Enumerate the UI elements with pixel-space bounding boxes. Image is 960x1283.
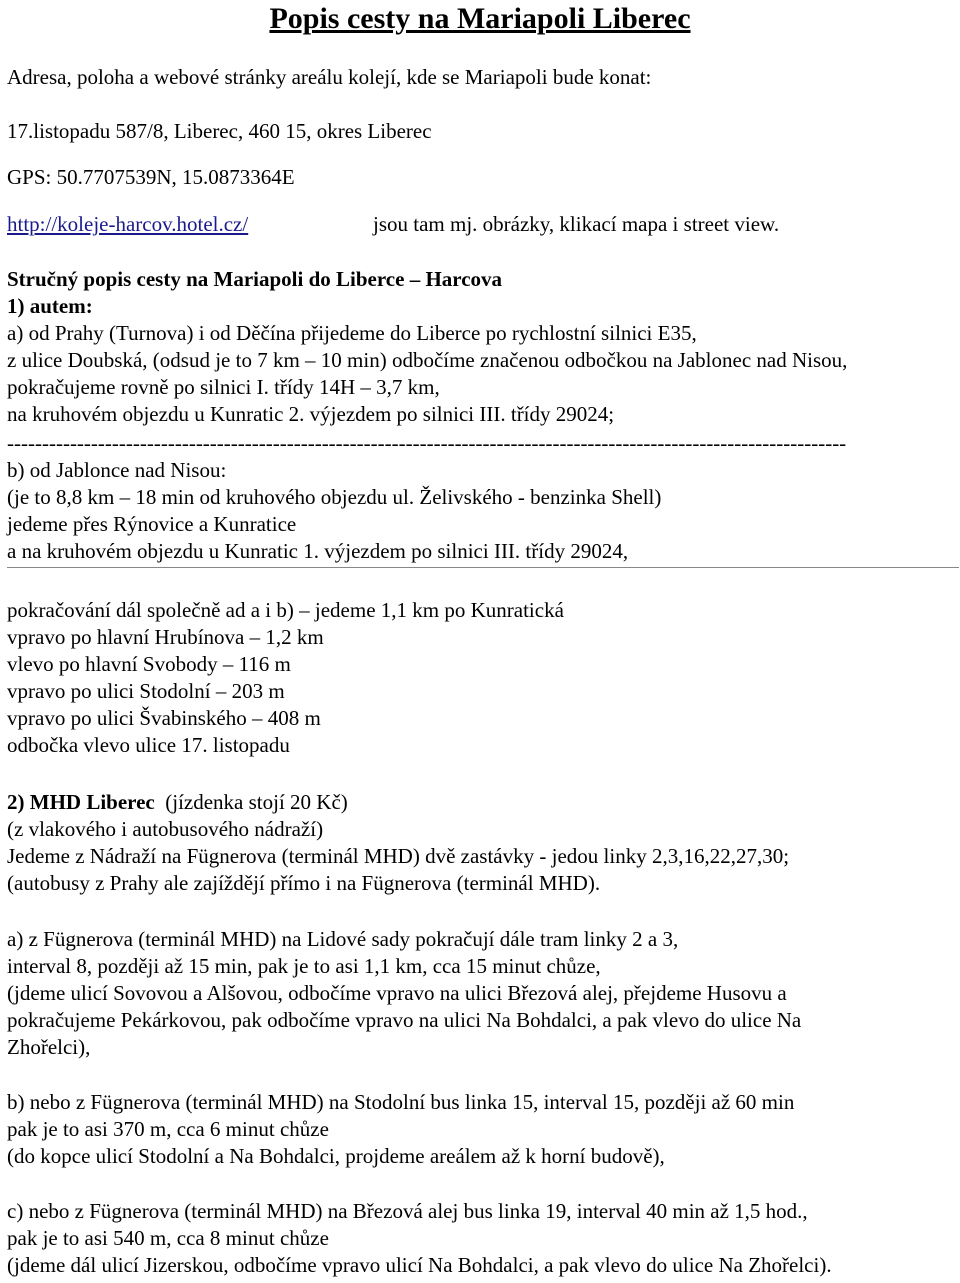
mhd-b-line: (do kopce ulicí Stodolní a Na Bohdalci, projdeme areálem až k horní budově), [7, 1144, 665, 1168]
car-a-line: pokračujeme rovně po silnici I. třídy 14H – 3,7 km, [7, 375, 440, 399]
car-b-line: jedeme přes Rýnovice a Kunratice [7, 512, 297, 536]
car-a-line: na kruhovém objezdu u Kunratic 2. výjezdem po silnici III. třídy 29024; [7, 402, 615, 426]
mhd-c-line: c) nebo z Fügnerova (terminál MHD) na Březová alej bus linka 19, interval 40 min až 1,5 hod., [7, 1199, 808, 1223]
mhd-b-line: pak je to asi 370 m, cca 6 minut chůze [7, 1117, 329, 1141]
mhd-heading-rest: (jízdenka stojí 20 Kč) [154, 790, 348, 814]
mhd-c-line: (jdeme dál ulicí Jizerskou, odbočíme vpravo ulicí Na Bohdalci, a pak vlevo do ulice Na Zhořelci). [7, 1253, 832, 1277]
mhd-a-line: interval 8, později až 15 min, pak je to asi 1,1 km, cca 15 minut chůze, [7, 954, 601, 978]
mhd-c-line: pak je to asi 540 m, cca 8 minut chůze [7, 1226, 329, 1250]
address-heading: Adresa, poloha a webové stránky areálu kolejí, kde se Mariapoli bude konat: [7, 65, 652, 89]
mhd-intro-line: (z vlakového i autobusového nádraží) [7, 817, 324, 841]
continue-line: pokračování dál společně ad a i b) – jedeme 1,1 km po Kunratická [7, 598, 564, 622]
mhd-heading-bold: 2) MHD Liberec [7, 790, 155, 814]
mhd-heading [7, 789, 348, 815]
website-link[interactable]: http://koleje-harcov.hotel.cz/ [7, 212, 249, 236]
car-b-line: (je to 8,8 km – 18 min od kruhového objezdu ul. Želivského - benzinka Shell) [7, 485, 662, 509]
mhd-b-line: b) nebo z Fügnerova (terminál MHD) na Stodolní bus linka 15, interval 15, později až 60 min [7, 1090, 795, 1114]
address: 17.listopadu 587/8, Liberec, 460 15, okres Liberec [7, 119, 432, 143]
continue-line: vpravo po ulici Stodolní – 203 m [7, 679, 285, 703]
continue-line: vpravo po ulici Švabinského – 408 m [7, 706, 321, 730]
car-a-line: a) od Prahy (Turnova) i od Děčína přijedeme do Liberce po rychlostní silnici E35, [7, 321, 697, 345]
page-title: Popis cesty na Mariapoli Liberec [269, 2, 691, 35]
continue-line: odbočka vlevo ulice 17. listopadu [7, 733, 290, 757]
continue-line: vpravo po hlavní Hrubínova – 1,2 km [7, 625, 324, 649]
dashed-separator: ------------------------------------------------------------------------------------------------------------------------ [7, 431, 847, 455]
mhd-a-line: a) z Fügnerova (terminál MHD) na Lidové sady pokračují dále tram linky 2 a 3, [7, 927, 679, 951]
route-heading: Stručný popis cesty na Mariapoli do Liberce – Harcova [7, 267, 503, 291]
mhd-intro-line: (autobusy z Prahy ale zajíždějí přímo i na Fügnerova (terminál MHD). [7, 871, 601, 895]
car-b-line: a na kruhovém objezdu u Kunratic 1. výjezdem po silnici III. třídy 29024, [7, 539, 629, 563]
mhd-a-line: Zhořelci), [7, 1035, 91, 1059]
car-a-line: z ulice Doubská, (odsud je to 7 km – 10 min) odbočíme značenou odbočkou na Jablonec nad Nisou, [7, 348, 848, 372]
mhd-intro-line: Jedeme z Nádraží na Fügnerova (terminál MHD) dvě zastávky - jedou linky 2,3,16,22,27,30; [7, 844, 790, 868]
car-subheading: 1) autem: [7, 294, 93, 318]
continue-line: vlevo po hlavní Svobody – 116 m [7, 652, 291, 676]
mhd-a-line: (jdeme ulicí Sovovou a Alšovou, odbočíme vpravo na ulici Březová alej, přejdeme Husovu a [7, 981, 787, 1005]
gps-coordinates: GPS: 50.7707539N, 15.0873364E [7, 165, 295, 189]
website-note: jsou tam mj. obrázky, klikací mapa i street view. [373, 212, 780, 236]
mhd-a-line: pokračujeme Pekárkovou, pak odbočíme vpravo na ulici Na Bohdalci, a pak vlevo do ulice Na [7, 1008, 802, 1032]
car-b-line: b) od Jablonce nad Nisou: [7, 458, 227, 482]
horizontal-rule [7, 567, 959, 568]
